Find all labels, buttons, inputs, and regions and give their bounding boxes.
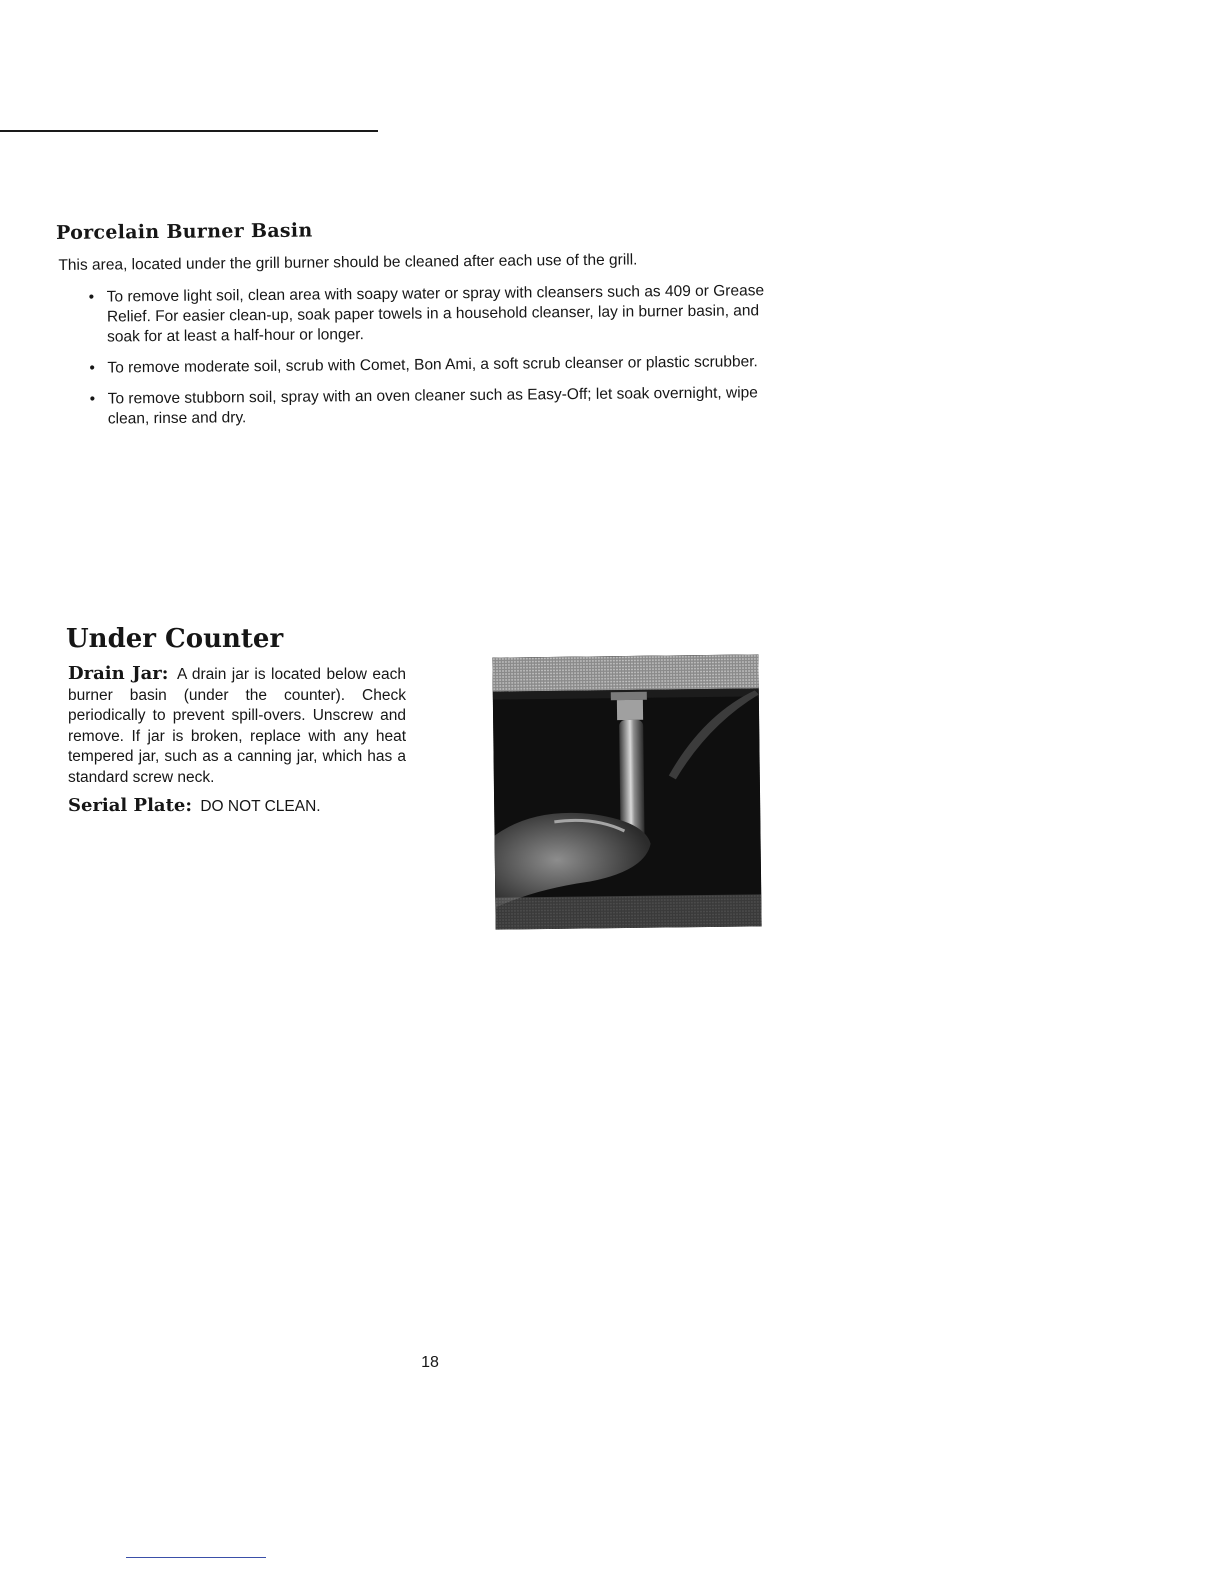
bullet-text: To remove light soil, clean area with soapy water or spray with cleansers such as 409 or Grease Relief. For easier clean-up, soak paper towels in a household cleanser, lay in burner basin, and soak for at least a half-hour or longer. xyxy=(106,282,765,346)
drain-jar-paragraph xyxy=(68,664,406,788)
bottom-rule xyxy=(126,1557,266,1558)
bullet-dot-icon: • xyxy=(88,288,95,306)
drain-jar-label: Drain Jar: xyxy=(68,663,169,684)
drain-jar-photo-image xyxy=(492,654,761,929)
under-counter-section xyxy=(66,624,406,826)
under-counter-heading: Under Counter xyxy=(66,624,284,654)
bullet-item-light-soil xyxy=(89,281,778,348)
bullet-text: To remove stubborn soil, spray with an oven cleaner such as Easy-Off; let soak overnight, wipe clean, rinse and dry. xyxy=(107,384,758,428)
serial-plate-paragraph xyxy=(68,796,406,818)
bullet-text: To remove moderate soil, scrub with Comet, Bon Ami, a soft scrub cleanser or plastic scrubber. xyxy=(107,353,758,377)
basin-bullet-list xyxy=(57,281,778,430)
porcelain-burner-basin-section xyxy=(56,215,778,441)
bullet-dot-icon: • xyxy=(89,359,95,377)
bullet-item-moderate-soil xyxy=(89,352,777,379)
page-number: 18 xyxy=(421,1354,439,1371)
bullet-item-stubborn-soil xyxy=(90,383,778,430)
drain-jar-photo xyxy=(492,654,761,929)
serial-plate-text: DO NOT CLEAN. xyxy=(200,798,321,815)
drain-jar-text: A drain jar is located below each burner basin (under the counter). Check periodically to prevent spill-overs. Unscrew and remove. If jar is broken, replace with any heat tempered jar, such as a canning jar, which has a standard screw neck. xyxy=(68,666,406,786)
top-rule xyxy=(0,130,378,132)
basin-intro: This area, located under the grill burner should be cleaned after each use of the grill. xyxy=(58,251,638,274)
serial-plate-label: Serial Plate: xyxy=(68,795,192,816)
basin-heading: Porcelain Burner Basin xyxy=(56,219,313,244)
bullet-dot-icon: • xyxy=(89,390,96,408)
